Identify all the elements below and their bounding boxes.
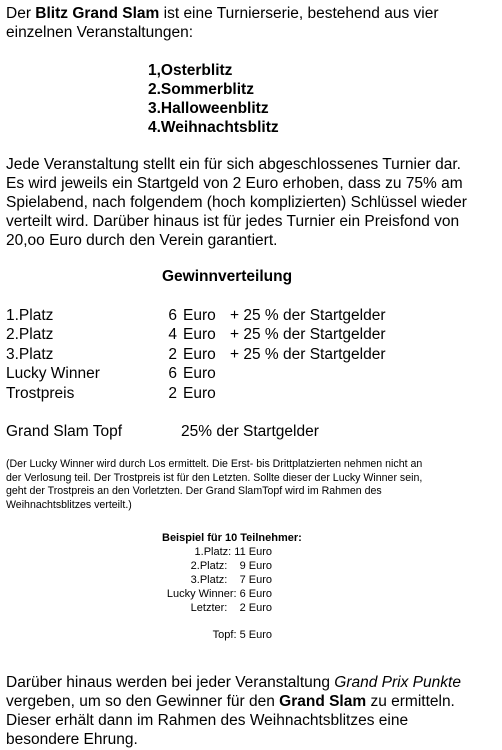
- grand-slam-emphasis: Grand Slam: [279, 693, 367, 710]
- prize-amount: 2: [168, 384, 177, 402]
- prize-extra: + 25 % der Startgelder: [230, 307, 386, 324]
- paragraph-line: Jede Veranstaltung stellt ein für sich abgeschlossenes Turnier dar.: [6, 156, 461, 173]
- example-row: Letzter: 2 Euro: [190, 602, 272, 614]
- event-list: [148, 61, 279, 137]
- event-item: 4.Weihnachtsblitz: [148, 119, 279, 136]
- paragraph-line: Es wird jeweils ein Startgeld von 2 Euro erhoben, dass zu 75% am: [6, 175, 463, 192]
- prize-unit: Euro: [183, 345, 216, 363]
- prize-place: 2.Platz: [6, 326, 54, 344]
- note-line: geht der Trostpreis an den Vorletzten. Der Grand SlamTopf wird im Rahmen des: [6, 485, 382, 497]
- closing-line-3: Dieser erhält dann im Rahmen des Weihnachtsblitzes eine: [6, 712, 409, 729]
- prize-amount: 4: [168, 326, 177, 344]
- intro-line-1: [6, 4, 438, 23]
- rules-paragraph: [6, 155, 467, 250]
- prize-place: Lucky Winner: [6, 365, 100, 383]
- prize-unit: Euro: [183, 384, 216, 402]
- closing-text: vergeben, um so den Gewinner für den: [6, 693, 280, 710]
- rules-note: [6, 458, 422, 512]
- example-row: 1.Platz: 11 Euro: [194, 546, 272, 558]
- note-line: der Verlosung teil. Der Trostpreis ist für den Letzten. Sollte dieser der Lucky Winner sein,: [6, 471, 423, 484]
- prize-extra: + 25 % der Startgelder: [230, 345, 386, 363]
- grand-slam-row: [6, 422, 319, 441]
- closing-line-2: [6, 692, 461, 711]
- example-row: 2.Platz: 9 Euro: [190, 560, 272, 572]
- closing-paragraph: [6, 673, 461, 749]
- prize-amount: 2: [168, 345, 177, 363]
- prize-unit: Euro: [183, 365, 216, 383]
- event-item: 1,Osterblitz: [148, 62, 233, 79]
- event-item: 3.Halloweenblitz: [148, 100, 269, 117]
- intro-line-2: einzelnen Veranstaltungen:: [6, 24, 194, 41]
- prize-unit: Euro: [183, 326, 216, 344]
- grand-slam-label: Grand Slam Topf: [6, 423, 123, 440]
- event-item: 2.Sommerblitz: [148, 81, 254, 98]
- grand-slam-value: 25% der Startgelder: [181, 423, 319, 440]
- paragraph-line: Spielabend, nach folgendem (hoch komplizierten) Schlüssel wieder: [6, 194, 467, 211]
- example-row: Lucky Winner: 6 Euro: [166, 588, 272, 600]
- grand-prix-points: Grand Prix Punkte: [334, 674, 461, 691]
- closing-line-4: besondere Ehrung.: [6, 731, 138, 748]
- prize-place: Trostpreis: [6, 384, 75, 402]
- prize-amount: 6: [168, 307, 177, 324]
- example-title: Beispiel für 10 Teilnehmer:: [162, 532, 302, 544]
- example-pot: Topf: 5 Euro: [212, 629, 272, 641]
- note-line: Weihnachtsblitzes verteilt.): [6, 498, 132, 511]
- intro-paragraph: [6, 4, 438, 42]
- distribution-heading: Gewinnverteilung: [162, 268, 293, 285]
- paragraph-line: 20,oo Euro durch den Verein garantiert.: [6, 232, 278, 249]
- note-line: (Der Lucky Winner wird durch Los ermittelt. Die Erst- bis Drittplatzierten nehmen nicht an: [6, 458, 423, 470]
- closing-text: Darüber hinaus werden bei jeder Veranstaltung: [6, 674, 335, 691]
- intro-line-1-rest: ist eine Turnierserie, bestehend aus vier: [159, 5, 439, 22]
- prize-extra: + 25 % der Startgelder: [230, 326, 386, 344]
- series-name: Blitz Grand Slam: [35, 5, 160, 22]
- prize-place: 1.Platz: [6, 307, 54, 324]
- closing-line-1: [6, 673, 461, 692]
- example-row: 3.Platz: 7 Euro: [190, 574, 272, 586]
- prize-place: 3.Platz: [6, 345, 54, 363]
- closing-text: zu ermitteln.: [366, 693, 455, 710]
- paragraph-line: verteilt wird. Darüber hinaus ist für jedes Turnier ein Preisfond von: [6, 213, 460, 230]
- intro-prefix: Der: [6, 5, 36, 22]
- prize-amount: 6: [168, 365, 177, 383]
- prize-unit: Euro: [183, 307, 216, 324]
